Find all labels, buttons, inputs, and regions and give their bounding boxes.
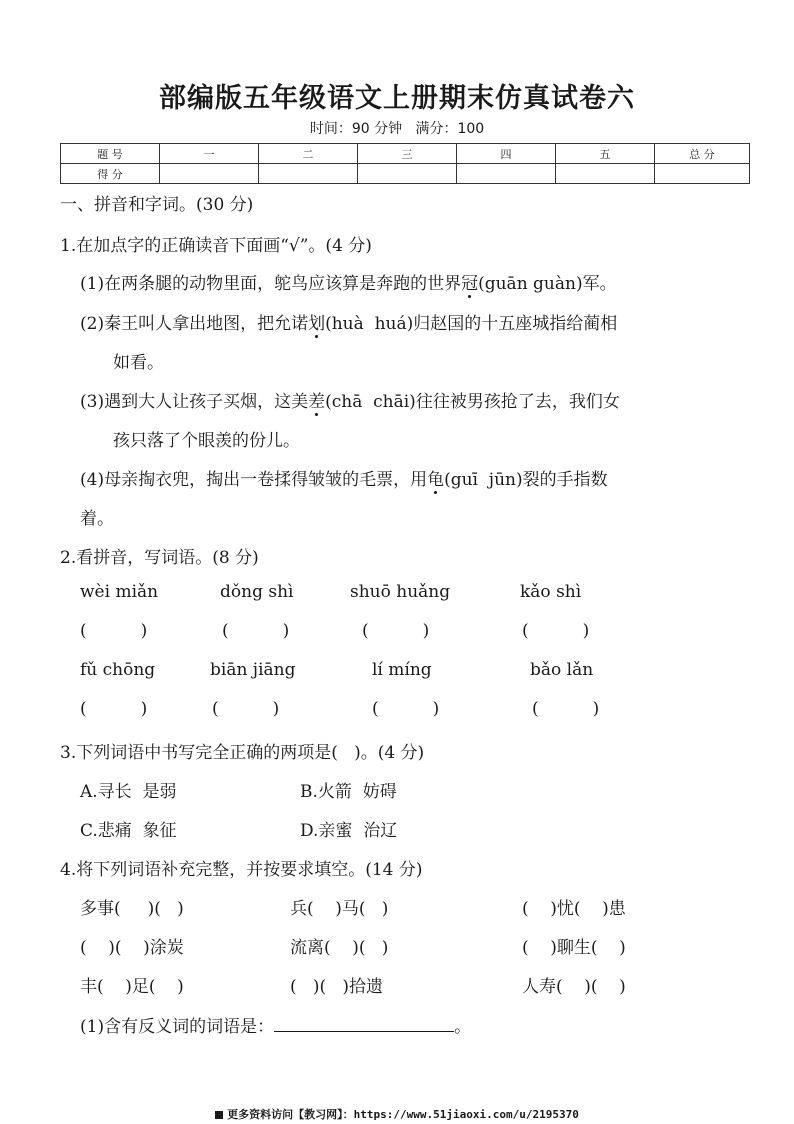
answer-blank[interactable]: ( ) [212, 699, 280, 719]
question-1-item-3: (3)遇到大人让孩子买烟，这美差(chā chāi)往往被男孩抢了去，我们女 [80, 392, 620, 412]
answer-blank[interactable]: ( ) [80, 699, 148, 719]
answer-blank[interactable]: ( ) [222, 621, 290, 641]
footer-link[interactable]: 更多资料访问【教习网】：https://www.51jiaoxi.com/u/2195370 [0, 1106, 794, 1122]
idiom-blank[interactable]: ( )( )拾遗 [290, 977, 383, 997]
question-1-heading: 1.在加点字的正确读音下面画“√”。(4 分) [60, 236, 372, 256]
dotted-char: 划 [308, 314, 326, 334]
question-1-item-2-cont: 如看。 [113, 353, 164, 373]
idiom-blank[interactable]: ( )( )涂炭 [80, 938, 184, 958]
score-table-score-row [61, 164, 750, 184]
section-heading: 一、拼音和字词。(30 分) [60, 195, 254, 215]
idiom-blank[interactable]: 丰( )足( ) [80, 977, 184, 997]
score-table [60, 143, 750, 184]
flag-icon [215, 1111, 223, 1119]
pinyin: fǔ chōng [80, 660, 156, 680]
question-1-item-1: (1)在两条腿的动物里面，鸵鸟应该算是奔跑的世界冠(guān guàn)军。 [80, 274, 617, 294]
table-cell: 二 [259, 144, 358, 164]
idiom-blank[interactable]: 多事( )( ) [80, 899, 184, 919]
question-1-item-3-cont: 孩只落了个眼羡的份儿。 [113, 431, 300, 451]
idiom-blank[interactable]: ( )忧( )患 [522, 899, 626, 919]
option-c: C.悲痛 象征 [80, 821, 177, 841]
score-input-cell[interactable] [358, 164, 457, 184]
table-cell: 一 [160, 144, 259, 164]
pinyin: bǎo lǎn [530, 660, 594, 680]
pinyin: lí míng [372, 660, 432, 680]
option-d: D.亲蜜 治辽 [300, 821, 398, 841]
pinyin: dǒng shì [220, 582, 294, 602]
answer-blank[interactable]: ( ) [362, 621, 430, 641]
answer-blank[interactable]: ( ) [80, 621, 148, 641]
question-3-heading: 3.下列词语中书写完全正确的两项是( )。(4 分) [60, 743, 425, 763]
question-4-sub-1: (1)含有反义词的词语是： 。 [80, 1017, 472, 1037]
table-cell: 得 分 [61, 164, 160, 184]
option-b: B.火箭 妨碍 [300, 782, 397, 802]
score-input-cell[interactable] [556, 164, 655, 184]
score-table-header-row [61, 144, 750, 164]
option-a: A.寻长 是弱 [80, 782, 177, 802]
idiom-blank[interactable]: 人寿( )( ) [522, 977, 626, 997]
pinyin: wèi miǎn [80, 582, 159, 602]
table-cell: 五 [556, 144, 655, 164]
question-1-item-4: (4)母亲掏衣兜，掏出一卷揉得皱皱的毛票，用龟(guī jūn)裂的手指数 [80, 470, 608, 490]
question-2-heading: 2.看拼音，写词语。(8 分) [60, 548, 259, 568]
answer-line[interactable] [274, 1015, 454, 1032]
score-input-cell[interactable] [457, 164, 556, 184]
score-input-cell[interactable] [259, 164, 358, 184]
question-1-item-2: (2)秦王叫人拿出地图，把允诺划(huà huá)归赵国的十五座城指给蔺相 [80, 314, 618, 334]
idiom-blank[interactable]: ( )聊生( ) [522, 938, 626, 958]
table-cell: 三 [358, 144, 457, 164]
question-4-heading: 4.将下列词语补充完整，并按要求填空。(14 分) [60, 860, 423, 880]
question-1-item-4-cont: 着。 [80, 509, 114, 529]
page-title: 部编版五年级语文上册期末仿真试卷六 [159, 83, 635, 114]
idiom-blank[interactable]: 兵( )马( ) [290, 899, 389, 919]
pinyin: shuō huǎng [350, 582, 451, 602]
dotted-char: 龟 [427, 470, 445, 490]
score-input-cell[interactable] [655, 164, 750, 184]
score-input-cell[interactable] [160, 164, 259, 184]
answer-blank[interactable]: ( ) [372, 699, 440, 719]
answer-blank[interactable]: ( ) [522, 621, 590, 641]
table-cell: 四 [457, 144, 556, 164]
pinyin: kǎo shì [520, 582, 582, 602]
dotted-char: 差 [308, 392, 326, 412]
pinyin: biān jiāng [210, 660, 296, 680]
table-cell: 题 号 [61, 144, 160, 164]
dotted-char: 冠 [461, 274, 479, 294]
idiom-blank[interactable]: 流离( )( ) [290, 938, 389, 958]
exam-time-score: 时间：90 分钟 满分：100 [309, 121, 485, 137]
table-cell: 总 分 [655, 144, 750, 164]
answer-blank[interactable]: ( ) [532, 699, 600, 719]
